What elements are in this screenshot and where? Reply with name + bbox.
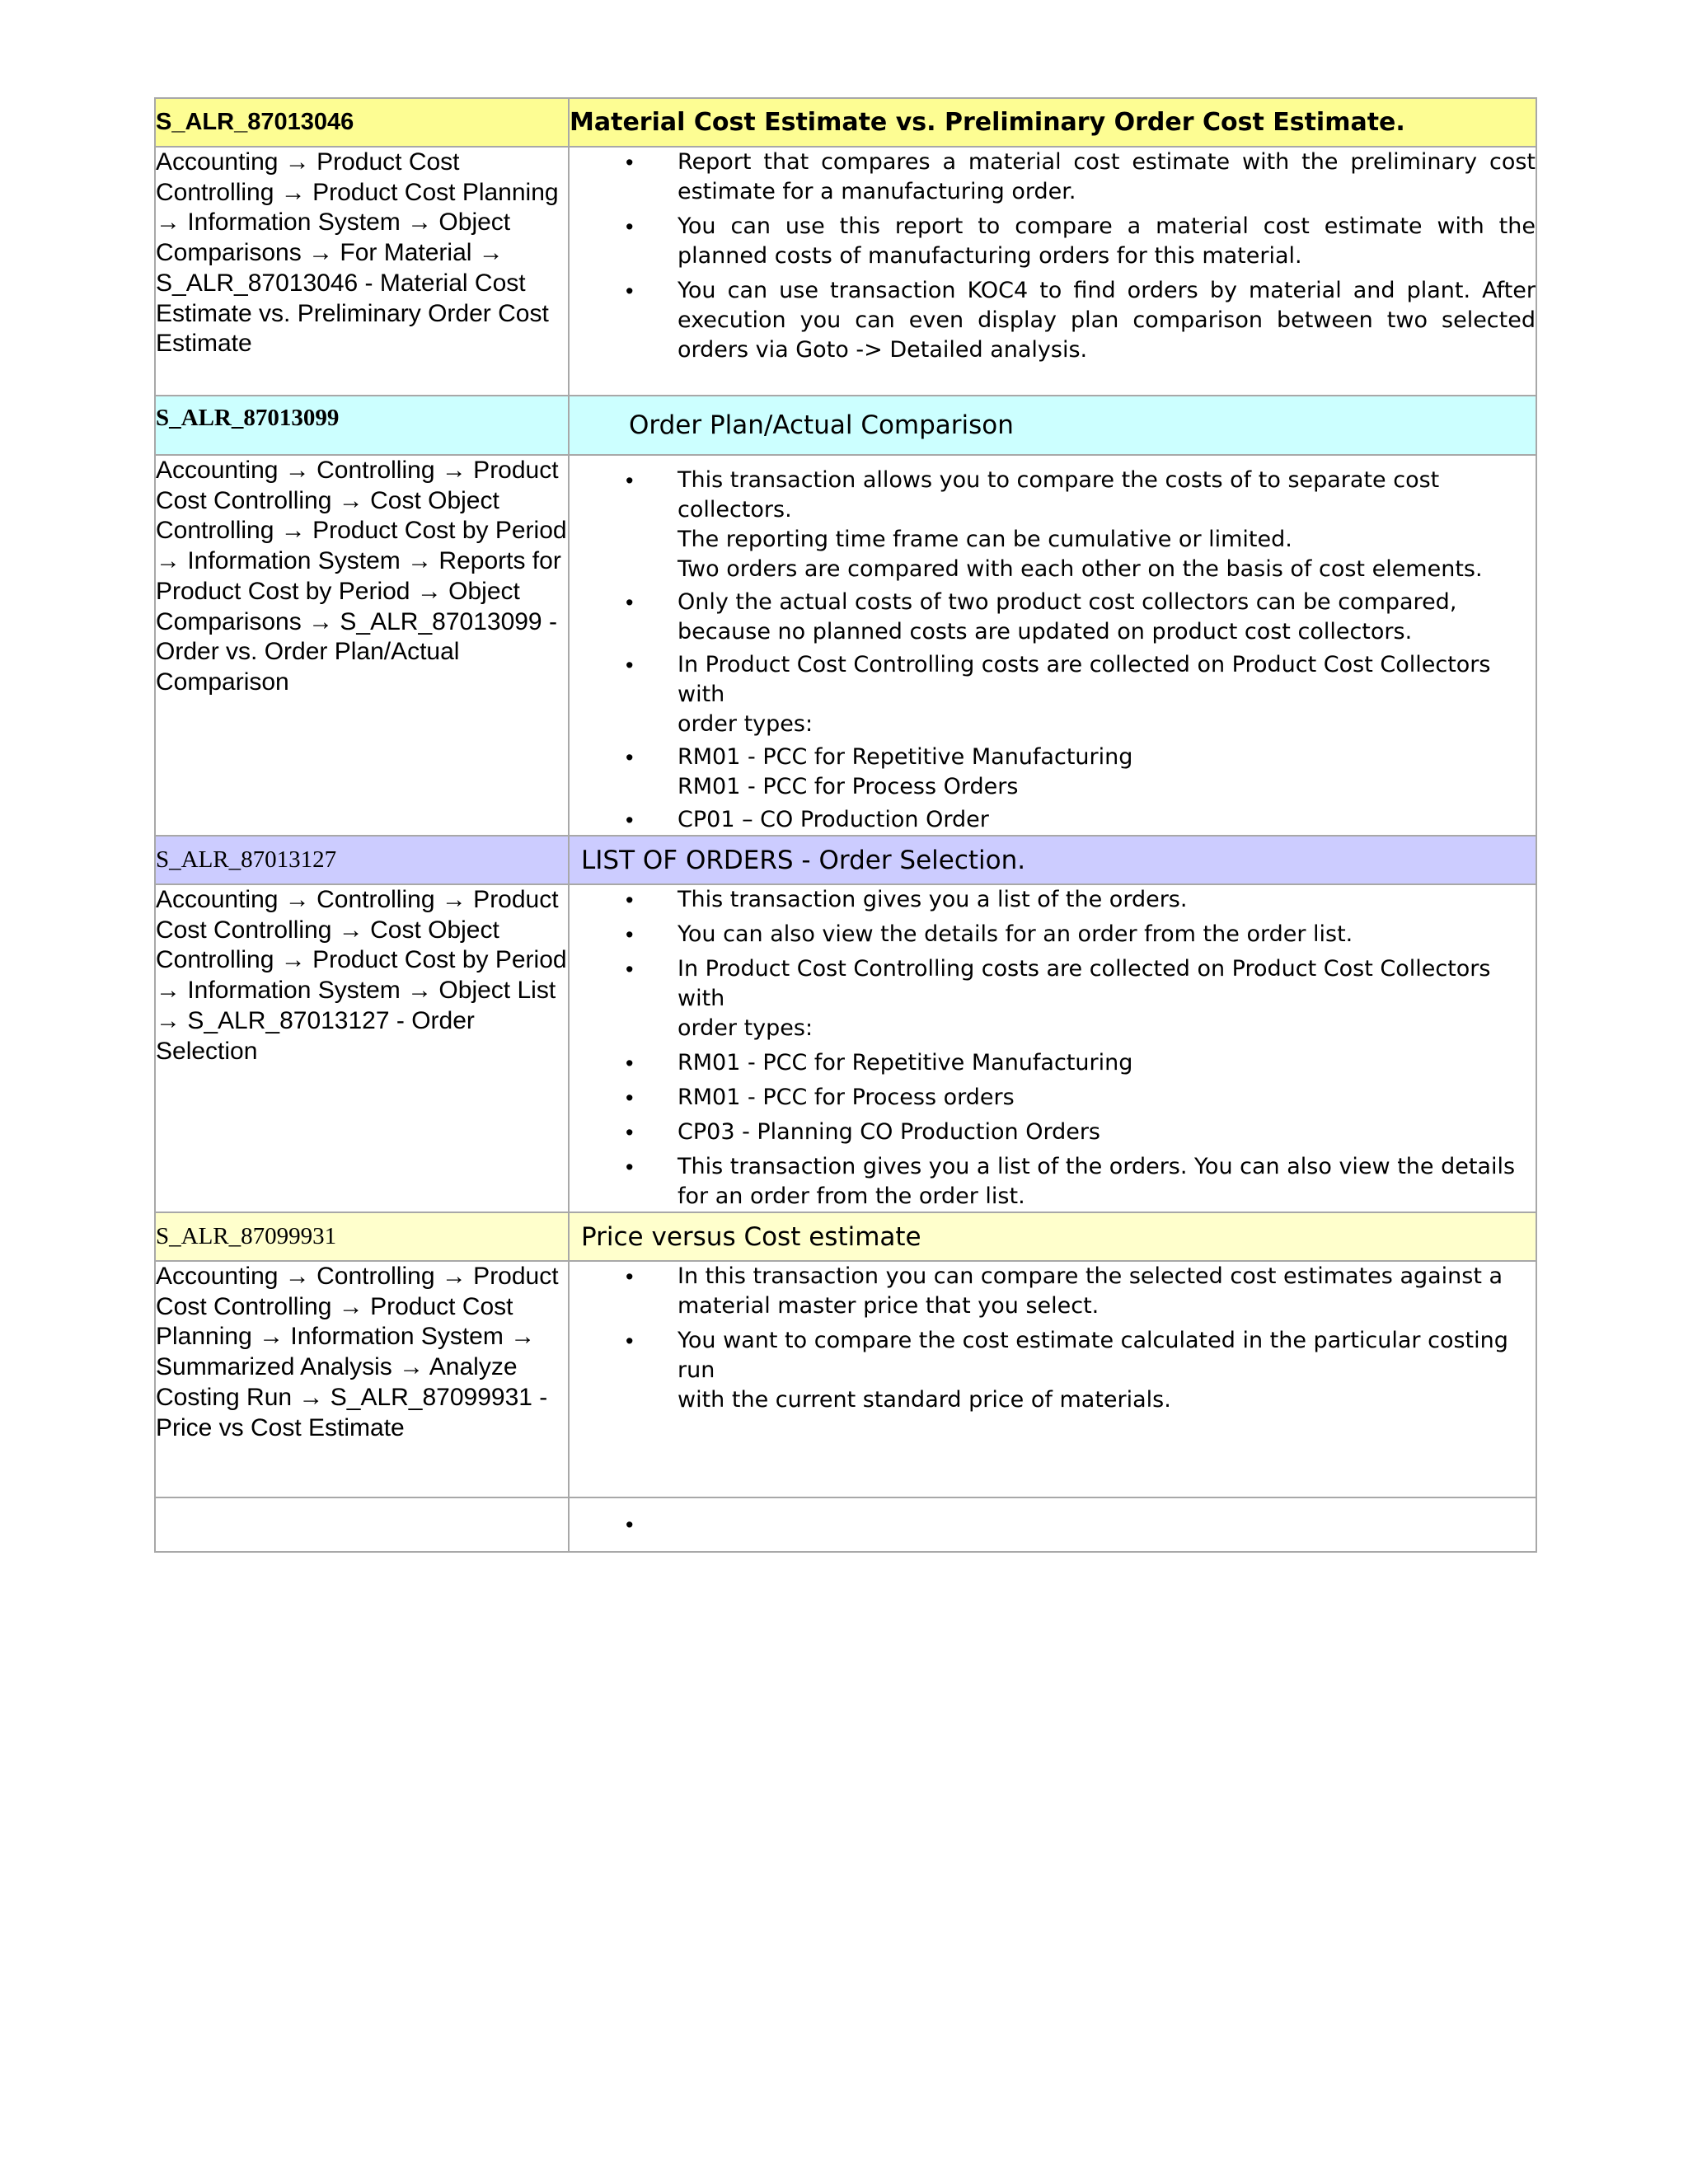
description-cell bbox=[569, 147, 1536, 396]
bullet-icon: • bbox=[626, 1155, 634, 1179]
table-row bbox=[155, 884, 1536, 1212]
table-row bbox=[155, 1497, 1536, 1552]
bullet-icon: • bbox=[626, 150, 634, 175]
bullet-icon: • bbox=[626, 1085, 634, 1110]
transaction-title: Material Cost Estimate vs. Preliminary Order Cost Estimate. bbox=[570, 108, 1405, 137]
list-item: • CP03 - Planning CO Production Orders bbox=[570, 1118, 1536, 1147]
transaction-table bbox=[154, 97, 1537, 1553]
empty-bullet-cell bbox=[569, 1497, 1536, 1552]
bullet-icon: • bbox=[626, 957, 634, 982]
menu-path: Accounting → Controlling → Product Cost Controlling → Product Cost Planning → Information System → Summarized Analysis → Analyze Costing Run → S_ALR_87099931 - Price vs Cost Estimate bbox=[155, 1261, 569, 1497]
list-item: • This transaction gives you a list of the orders. You can also view the details for an order from the order list. bbox=[626, 1154, 1516, 1209]
transaction-code: S_ALR_87013127 bbox=[156, 846, 337, 873]
transaction-code-cell bbox=[155, 396, 569, 455]
menu-path: Accounting → Controlling → Product Cost Controlling → Cost Object Controlling → Product Cost by Period → Information System → Object List → S_ALR_87013127 - Order Selection bbox=[155, 884, 569, 1212]
list-item: • In Product Cost Controlling costs are collected on Product Cost Collectors with order types: bbox=[626, 956, 1491, 1041]
table-row bbox=[155, 147, 1536, 396]
bullet-icon: • bbox=[626, 1512, 634, 1537]
list-item: • You can also view the details for an order from the order list. bbox=[570, 920, 1536, 949]
empty-cell bbox=[155, 1497, 569, 1552]
bullet-list bbox=[570, 1510, 1536, 1540]
transaction-title: Price versus Cost estimate bbox=[581, 1221, 921, 1252]
transaction-title-cell bbox=[569, 98, 1536, 147]
transaction-title-cell bbox=[569, 836, 1536, 884]
bullet-icon: • bbox=[626, 590, 634, 615]
table-row bbox=[155, 396, 1536, 455]
bullet-icon: • bbox=[626, 1120, 634, 1145]
list-item: • RM01 - PCC for Repetitive Manufacturing bbox=[570, 1048, 1536, 1078]
list-item bbox=[570, 1510, 1536, 1540]
list-item: • This transaction gives you a list of the orders. bbox=[570, 885, 1536, 915]
list-item: • CP01 – CO Production Order bbox=[570, 805, 1536, 835]
list-item: • Report that compares a material cost estimate with the preliminary cost estimate for a manufacturing order. bbox=[626, 149, 1536, 204]
bullet-icon: • bbox=[626, 1051, 634, 1076]
table-row bbox=[155, 1212, 1536, 1261]
bullet-list bbox=[570, 148, 1536, 365]
transaction-code-cell bbox=[155, 836, 569, 884]
description-cell bbox=[569, 1261, 1536, 1497]
transaction-code-cell bbox=[155, 1212, 569, 1261]
bullet-icon: • bbox=[626, 745, 634, 770]
description-cell bbox=[569, 884, 1536, 1212]
transaction-title: Order Plan/Actual Comparison bbox=[629, 410, 1014, 440]
bullet-icon: • bbox=[626, 1329, 634, 1353]
transaction-code-cell bbox=[155, 98, 569, 147]
transaction-title-cell bbox=[569, 1212, 1536, 1261]
bullet-icon: • bbox=[626, 888, 634, 912]
table-row bbox=[155, 455, 1536, 836]
transaction-code: S_ALR_87013046 bbox=[156, 109, 354, 135]
bullet-icon: • bbox=[626, 922, 634, 947]
list-item: • In Product Cost Controlling costs are collected on Product Cost Collectors with order types: bbox=[626, 652, 1491, 737]
transaction-code: S_ALR_87013099 bbox=[156, 405, 340, 431]
menu-path: Accounting → Product Cost Controlling → Product Cost Planning → Information System → Object Comparisons → For Material → S_ALR_87013046 - Material Cost Estimate vs. Preliminary Order Cost Estimate bbox=[155, 147, 569, 396]
table-row bbox=[155, 1261, 1536, 1497]
list-item: • In this transaction you can compare the selected cost estimates against a material master price that you select. bbox=[626, 1263, 1503, 1319]
bullet-icon: • bbox=[626, 279, 634, 303]
menu-path: Accounting → Controlling → Product Cost Controlling → Cost Object Controlling → Product Cost by Period → Information System → Reports for Product Cost by Period → Object Comparisons → S_ALR_87013099 - Order vs. Order Plan/Actual Comparison bbox=[155, 455, 569, 836]
list-item: • You can use this report to compare a material cost estimate with the planned costs of manufacturing orders for this material. bbox=[626, 213, 1536, 269]
bullet-icon: • bbox=[626, 214, 634, 239]
transaction-code: S_ALR_87099931 bbox=[156, 1223, 337, 1249]
table-row bbox=[155, 98, 1536, 147]
list-item: • This transaction allows you to compare the costs of to separate cost collectors. The reporting time frame can be cumulative or limited. Two orders are compared with each other on the basis of cost elements. bbox=[626, 467, 1483, 582]
bullet-icon: • bbox=[626, 808, 634, 832]
bullet-list bbox=[570, 466, 1536, 835]
bullet-icon: • bbox=[626, 653, 634, 677]
bullet-list bbox=[570, 885, 1536, 1212]
list-item: • RM01 - PCC for Repetitive Manufacturing RM01 - PCC for Process Orders bbox=[626, 744, 1133, 799]
list-item: • Only the actual costs of two product cost collectors can be compared, because no planned costs are updated on product cost collectors. bbox=[626, 589, 1457, 644]
list-item: • RM01 - PCC for Process orders bbox=[570, 1083, 1536, 1113]
transaction-title: LIST OF ORDERS - Order Selection. bbox=[581, 845, 1026, 875]
transaction-title-cell bbox=[569, 396, 1536, 455]
list-item: • You want to compare the cost estimate calculated in the particular costing run with the current standard price of materials. bbox=[626, 1328, 1508, 1413]
description-cell bbox=[569, 455, 1536, 836]
bullet-icon: • bbox=[626, 1264, 634, 1289]
table-row bbox=[155, 836, 1536, 884]
bullet-list bbox=[570, 1262, 1536, 1415]
list-item: • You can use transaction KOC4 to find orders by material and plant. After execution you can even display plan comparison between two selected orders via Goto -> Detailed analysis. bbox=[626, 278, 1536, 363]
bullet-icon: • bbox=[626, 468, 634, 493]
